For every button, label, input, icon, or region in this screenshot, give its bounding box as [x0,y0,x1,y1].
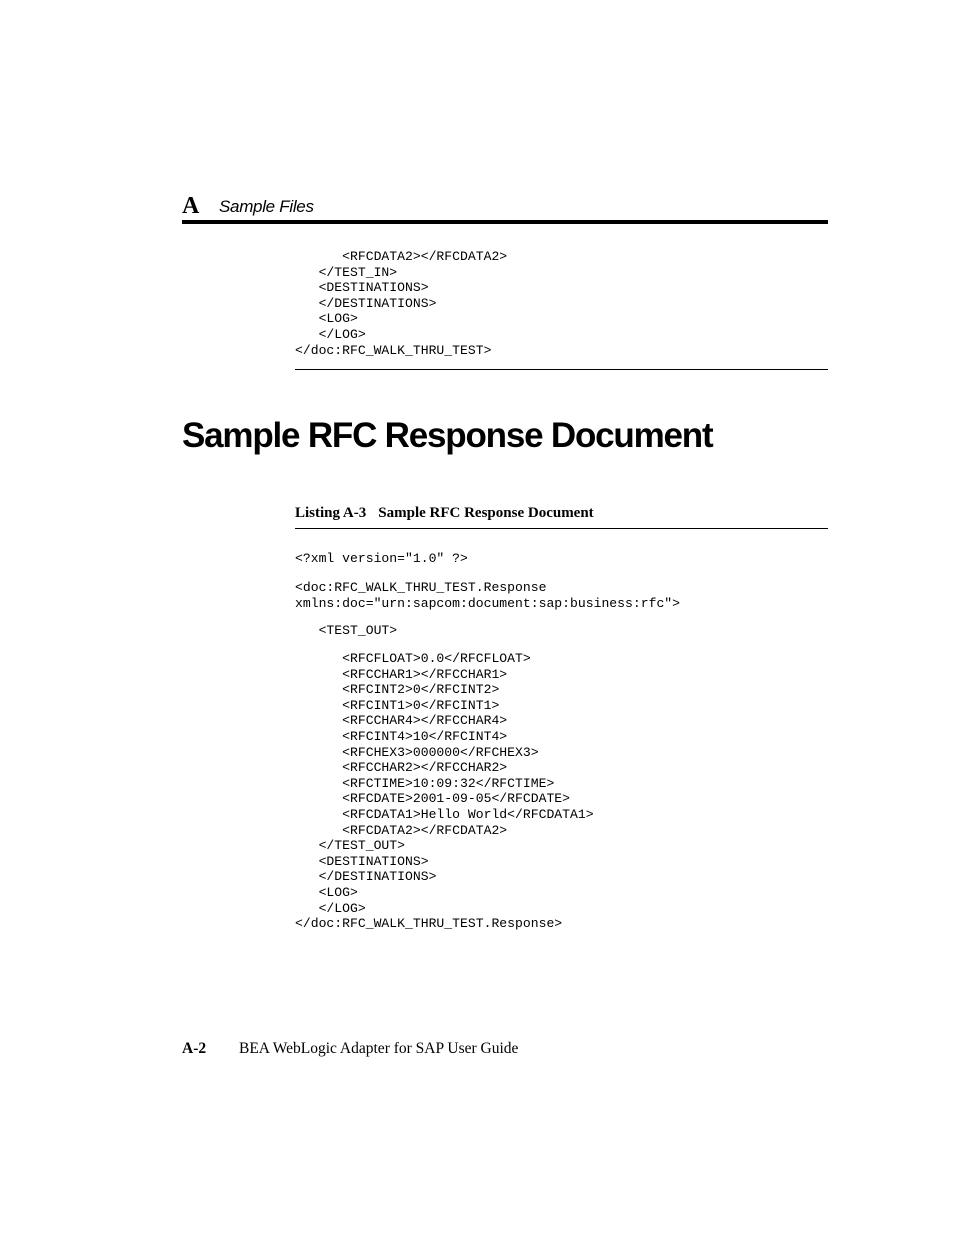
section-heading: Sample RFC Response Document [182,416,713,455]
listing-end-rule [295,369,828,370]
page-footer [182,1039,519,1059]
listing-title: Sample RFC Response Document [378,505,594,521]
code-listing-continued: <RFCDATA2></RFCDATA2> </TEST_IN> <DESTINATIONS> </DESTINATIONS> <LOG> </LOG> </doc:RFC_WALK_THRU_TEST> [295,249,508,358]
listing-caption-rule [295,528,828,529]
chapter-header-rule [182,220,828,224]
code-test-out-open: <TEST_OUT> [295,623,398,638]
code-response-fields: <RFCFLOAT>0.0</RFCFLOAT> <RFCCHAR1></RFCCHAR1> <RFCINT2>0</RFCINT2> <RFCINT1>0</RFCINT1> <RFCCHAR4></RFCCHAR4> <RFCINT4>10</RFCINT4> <RFCHEX3>000000</RFCHEX3> <RFCCHAR2></RFCCHAR2> <RFCTIME>10:09:32</RFCTIME> <RFCDATE>2001-09-05</RFCDATE> <RFCDATA1>Hello World</RFCDATA1> <RFCDATA2></RFCDATA2> </TEST_OUT> <DESTINATIONS> </DESTINATIONS> <LOG> </LOG> </doc:RFC_WALK_THRU_TEST.Response> [295,651,594,932]
code-xml-declaration: <?xml version="1.0" ?> [295,551,468,566]
chapter-title: Sample Files [219,197,314,216]
listing-label: Listing A-3 [295,505,367,521]
page-number: A-2 [182,1040,207,1057]
listing-caption [295,503,594,523]
chapter-letter: A [182,193,200,219]
chapter-header [182,192,828,224]
code-root-element: <doc:RFC_WALK_THRU_TEST.Response xmlns:doc="urn:sapcom:document:sap:business:rfc"> [295,580,681,611]
footer-doc-title: BEA WebLogic Adapter for SAP User Guide [239,1040,519,1057]
